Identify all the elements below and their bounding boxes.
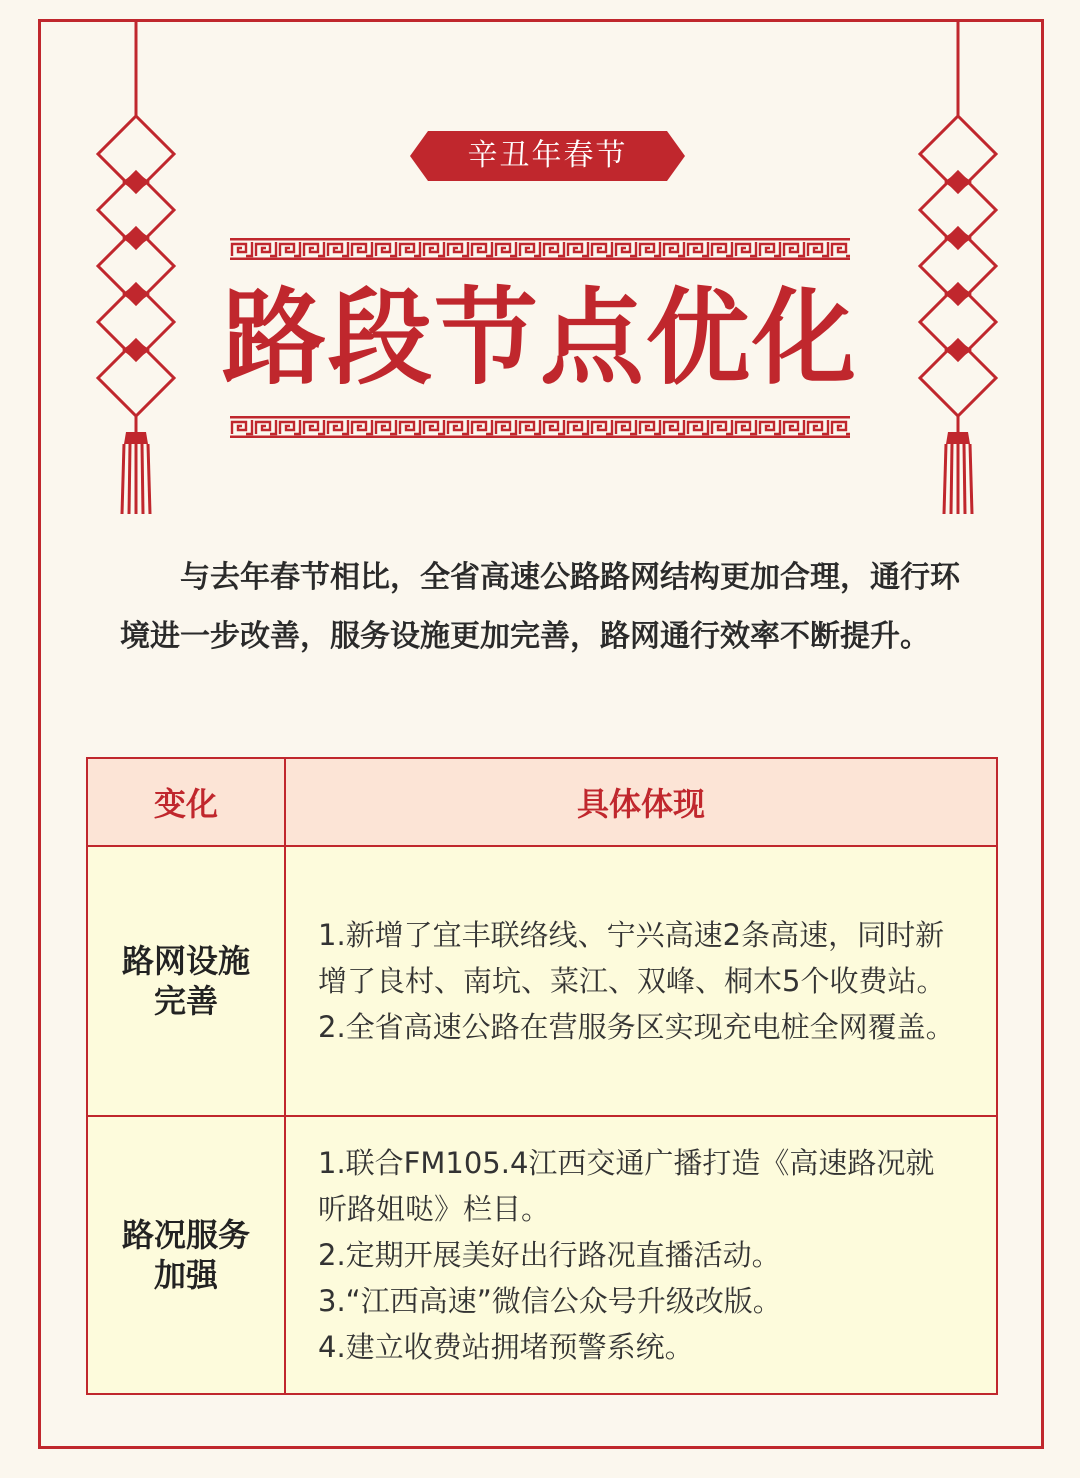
detail-item: 4.建立收费站拥堵预警系统。: [318, 1330, 694, 1364]
row-category: 路网设施完善: [87, 846, 285, 1116]
page-title: 路段节点优化: [221, 276, 858, 399]
detail-item: 1.联合FM105.4江西交通广播打造《高速路况就听路姐哒》栏目。: [318, 1146, 935, 1226]
row-details: [285, 846, 997, 1116]
row-category: 路况服务加强: [87, 1116, 285, 1394]
row-details: [285, 1116, 997, 1394]
detail-item: 3.“江西高速”微信公众号升级改版。: [318, 1284, 782, 1318]
table-header-row: [87, 758, 997, 846]
detail-item: 1.新增了宜丰联络线、宁兴高速2条高速，同时新增了良村、南坑、菜江、双峰、桐木5个收费站。: [318, 918, 946, 998]
chinese-knot-right-icon: [910, 20, 1006, 520]
intro-paragraph: 与去年春节相比，全省高速公路路网结构更加合理，通行环境进一步改善，服务设施更加完善，路网通行效率不断提升。: [120, 560, 960, 654]
year-tag: 辛丑年春节: [467, 138, 628, 173]
fret-border-top-icon: [230, 238, 850, 260]
year-tag-banner: [410, 131, 685, 181]
table-row: [87, 1116, 997, 1394]
detail-item: 2.定期开展美好出行路况直播活动。: [318, 1238, 781, 1272]
detail-item: 2.全省高速公路在营服务区实现充电桩全网覆盖。: [318, 1010, 955, 1044]
fret-border-bottom-icon: [230, 416, 850, 438]
table-row: [87, 846, 997, 1116]
column-header-details: 具体体现: [285, 758, 997, 846]
changes-table: [86, 757, 998, 1395]
column-header-change: 变化: [87, 758, 285, 846]
chinese-knot-left-icon: [88, 20, 184, 520]
